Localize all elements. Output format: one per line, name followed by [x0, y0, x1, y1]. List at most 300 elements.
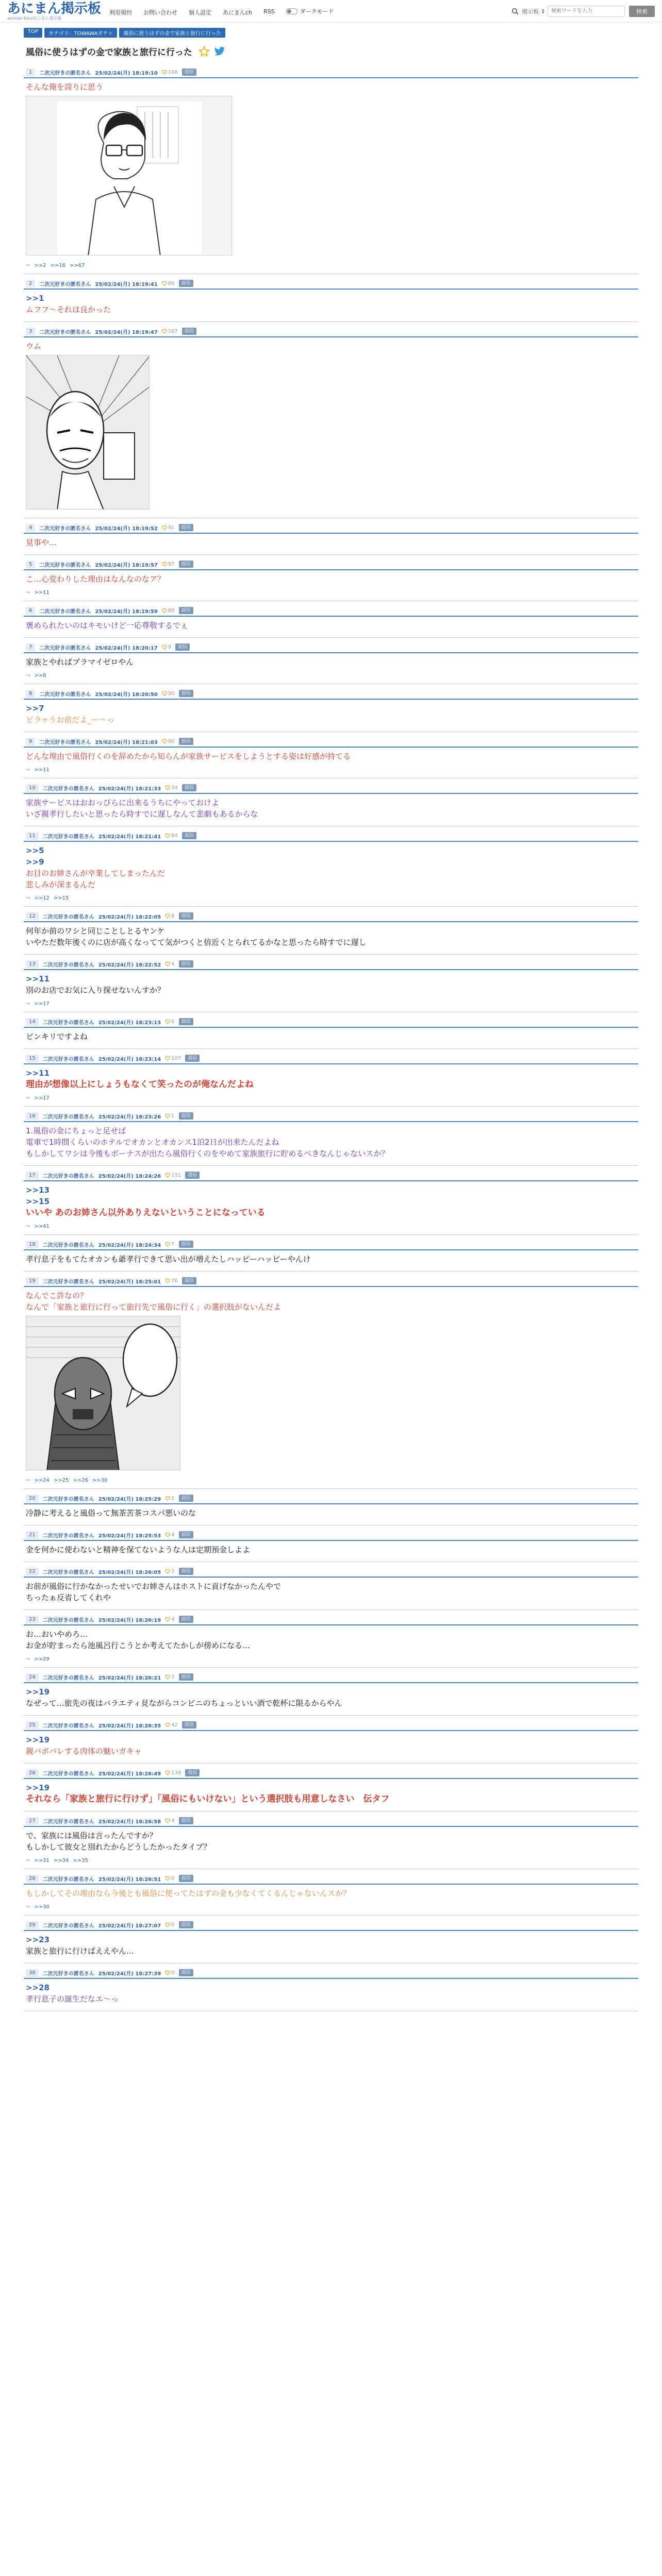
poster-name: 二次元好きの匿名さん — [39, 329, 91, 335]
post-number[interactable]: 24 — [26, 1673, 39, 1681]
like-count: 1 — [171, 1113, 175, 1119]
reply-link[interactable]: >>29 — [34, 1656, 49, 1662]
post-number[interactable]: 21 — [26, 1531, 39, 1539]
post-date: 25/02/24(月) 18:26:19 — [98, 1617, 161, 1623]
post-number[interactable]: 29 — [26, 1921, 39, 1929]
poster-name: 二次元好きの匿名さん — [42, 1617, 94, 1623]
reply-button[interactable]: 返信 — [182, 1721, 196, 1728]
reply-button[interactable]: 返信 — [179, 280, 193, 287]
post-text-line: 別のお店でお気に入り探せないんすか？ — [26, 986, 166, 995]
post-number[interactable]: 5 — [26, 561, 35, 568]
post-body — [24, 1248, 638, 1267]
post-divider — [24, 652, 638, 653]
post-text-line: ビラゥうお前だよ_ー〜っ — [26, 715, 114, 724]
post-number[interactable]: 20 — [26, 1495, 39, 1502]
post-meta — [24, 1769, 638, 1777]
post-number[interactable]: 7 — [26, 643, 35, 651]
post-number[interactable]: 2 — [26, 280, 35, 287]
search-input[interactable] — [548, 6, 625, 17]
reply-links — [24, 1221, 638, 1234]
nav-terms[interactable]: 利用規約 — [109, 9, 133, 16]
post-25 — [24, 1716, 638, 1764]
post-image-nande[interactable] — [26, 1316, 180, 1470]
heart-icon — [165, 1569, 170, 1574]
breadcrumb-category[interactable]: カテゴリ：TOWAWAガチャ — [44, 28, 117, 38]
poster-name: 二次元好きの匿名さん — [42, 962, 94, 968]
reply-link[interactable]: >>31 — [34, 1858, 49, 1863]
post-meta — [24, 784, 638, 792]
post-divider — [24, 1180, 638, 1181]
reply-button[interactable]: 返信 — [175, 643, 190, 651]
reply-arrow-icon: ↪ — [26, 590, 30, 596]
reply-button[interactable]: 返信 — [179, 1495, 193, 1502]
reply-link[interactable]: >>15 — [53, 895, 69, 901]
post-body — [24, 1681, 638, 1711]
reply-button[interactable]: 返信 — [179, 1531, 193, 1538]
poster-name: 二次元好きの匿名さん — [39, 526, 91, 532]
like-button[interactable] — [162, 645, 171, 650]
post-spacer — [24, 633, 638, 637]
post-date: 25/02/24(月) 18:23:13 — [98, 1020, 161, 1026]
like-button[interactable] — [165, 1019, 174, 1025]
post-number[interactable]: 9 — [26, 738, 35, 745]
reply-button[interactable]: 返信 — [179, 524, 193, 531]
like-button[interactable] — [165, 1970, 174, 1976]
post-divider — [24, 1978, 638, 1979]
post-meta — [24, 1494, 638, 1502]
heart-icon — [165, 1617, 170, 1622]
twitter-icon[interactable] — [214, 46, 225, 57]
like-count: 91 — [168, 524, 175, 531]
post-date: 25/02/24(月) 18:19:41 — [95, 281, 158, 287]
post-number[interactable]: 25 — [26, 1721, 39, 1729]
like-button[interactable] — [162, 329, 178, 334]
poster-name: 二次元好きの匿名さん — [42, 1533, 94, 1539]
reply-link[interactable]: >>11 — [34, 767, 49, 773]
post-12 — [24, 907, 638, 955]
post-divider — [24, 1884, 638, 1885]
reply-button[interactable]: 返信 — [182, 784, 196, 791]
reply-link[interactable]: >>2 — [34, 263, 46, 268]
like-count: 151 — [171, 1172, 181, 1178]
post-text-line: 悲しみが深まるんだ — [26, 880, 96, 889]
post-divider — [24, 1503, 638, 1504]
like-button[interactable] — [165, 1113, 174, 1119]
post-body — [24, 698, 638, 727]
like-button[interactable] — [165, 1173, 181, 1178]
reply-arrow-icon: ↪ — [26, 1656, 30, 1662]
reply-button[interactable]: 返信 — [185, 1172, 200, 1179]
post-number[interactable]: 15 — [26, 1055, 39, 1062]
like-button[interactable] — [165, 833, 178, 839]
poster-name: 二次元好きの匿名さん — [42, 1771, 94, 1777]
like-button[interactable] — [165, 961, 174, 967]
post-divider — [24, 1730, 638, 1731]
like-count: 4 — [171, 1532, 175, 1538]
reply-link[interactable]: >>12 — [34, 895, 49, 901]
heart-icon — [165, 1970, 170, 1975]
reply-arrow-icon: ↪ — [26, 673, 30, 679]
logo-main-text: あにまん掲示板 — [7, 1, 102, 16]
post-spacer — [24, 2007, 638, 2011]
post-spacer — [24, 950, 638, 954]
like-button[interactable] — [165, 1617, 174, 1622]
like-button[interactable] — [165, 1722, 178, 1728]
post-divider — [24, 921, 638, 922]
reply-button[interactable]: 返信 — [179, 1112, 193, 1120]
reply-button[interactable]: 返信 — [179, 738, 193, 745]
reply-button[interactable]: 返信 — [179, 1921, 193, 1928]
post-body — [24, 1179, 638, 1221]
anchor-link[interactable]: >>23 — [26, 1935, 50, 1944]
reply-link[interactable]: >>24 — [34, 1478, 49, 1483]
reply-links — [24, 1855, 638, 1869]
post-number[interactable]: 14 — [26, 1018, 39, 1026]
post-text-line: で、家族には風俗は言ったんですか？ — [26, 1831, 157, 1840]
post-body — [24, 840, 638, 892]
heart-icon — [162, 608, 167, 613]
post-13 — [24, 955, 638, 1012]
post-body — [24, 287, 638, 317]
post-body — [24, 651, 638, 670]
like-button[interactable] — [165, 1056, 181, 1061]
like-count: 139 — [171, 1770, 181, 1776]
manga-illustration — [26, 355, 150, 510]
post-number[interactable]: 22 — [26, 1568, 39, 1575]
like-count: 8 — [171, 913, 175, 919]
like-button[interactable] — [165, 1674, 174, 1680]
thread — [24, 38, 638, 2011]
heart-icon — [162, 329, 167, 334]
post-meta — [24, 560, 638, 568]
post-date: 25/02/24(月) 18:20:50 — [95, 691, 158, 698]
post-spacer — [24, 1759, 638, 1763]
reply-arrow-icon: ↪ — [26, 263, 30, 268]
post-date: 25/02/24(月) 18:23:26 — [98, 1114, 161, 1120]
reply-button[interactable]: 返信 — [179, 607, 193, 614]
post-divider — [24, 747, 638, 748]
post-number[interactable]: 6 — [26, 607, 35, 615]
anchor-link[interactable]: >>9 — [26, 857, 44, 867]
post-body — [24, 1729, 638, 1759]
like-count: 108 — [168, 69, 178, 75]
post-date: 25/02/24(月) 18:26:35 — [98, 1723, 161, 1729]
heart-icon — [165, 1922, 170, 1927]
post-number[interactable]: 11 — [26, 832, 39, 840]
reply-link[interactable]: >>17 — [34, 1095, 49, 1101]
post-number[interactable]: 17 — [26, 1172, 39, 1179]
post-date: 25/02/24(月) 18:26:49 — [98, 1771, 161, 1777]
poster-name: 二次元好きの匿名さん — [42, 1279, 94, 1285]
anchor-link[interactable]: >>11 — [26, 1069, 50, 1078]
like-button[interactable] — [165, 785, 178, 791]
post-spacer — [24, 550, 638, 554]
like-button[interactable] — [165, 1922, 174, 1928]
post-date: 25/02/24(月) 18:22:52 — [98, 962, 161, 968]
search-button[interactable]: 検索 — [629, 6, 655, 17]
like-count: 0 — [171, 1875, 175, 1882]
post-date: 25/02/24(月) 18:19:52 — [95, 526, 158, 532]
reply-button[interactable]: 返信 — [179, 561, 193, 568]
post-meta — [24, 1054, 638, 1062]
reply-button[interactable]: 返信 — [179, 1018, 193, 1025]
anchor-link[interactable]: >>11 — [26, 974, 50, 984]
reply-link[interactable]: >>16 — [50, 263, 65, 268]
anchor-link[interactable]: >>15 — [26, 1197, 50, 1206]
post-date: 25/02/24(月) 18:21:33 — [98, 786, 161, 792]
reply-link[interactable]: >>25 — [53, 1478, 69, 1483]
reply-button[interactable]: 返信 — [179, 1969, 193, 1976]
reply-link[interactable]: >>8 — [34, 673, 46, 679]
reply-links — [24, 892, 638, 906]
post-text-line: 理由が想像以上にしょうもなくて笑ったのが俺なんだよね — [26, 1079, 254, 1090]
post-body — [24, 1026, 638, 1044]
post-meta — [24, 1277, 638, 1285]
post-number[interactable]: 30 — [26, 1969, 39, 1977]
dark-mode-label: ダークモード — [300, 8, 334, 15]
post-date: 25/02/24(月) 18:25:53 — [98, 1533, 161, 1539]
reply-button[interactable]: 返信 — [185, 1055, 200, 1062]
like-button[interactable] — [165, 913, 174, 919]
like-count: 88 — [168, 607, 175, 614]
post-6 — [24, 601, 638, 638]
post-body — [24, 1502, 638, 1521]
reply-button[interactable]: 返信 — [179, 1616, 193, 1623]
reply-link[interactable]: >>17 — [34, 1001, 49, 1007]
like-button[interactable] — [165, 1242, 174, 1247]
like-button[interactable] — [165, 1876, 174, 1882]
post-date: 25/02/24(月) 18:21:03 — [95, 739, 158, 745]
post-11 — [24, 826, 638, 907]
post-text-line: それなら「家族と旅行に行けず」「風俗にもいけない」という選択肢も用意しなさい 伝タフ — [26, 1794, 390, 1804]
reply-link[interactable]: >>41 — [34, 1224, 49, 1229]
anchor-link[interactable]: >>7 — [26, 704, 44, 713]
search-icon — [511, 8, 519, 15]
poster-name: 二次元好きの匿名さん — [39, 70, 91, 76]
like-button[interactable] — [162, 608, 175, 614]
breadcrumb-top[interactable]: TOP — [24, 28, 42, 38]
post-divider — [24, 289, 638, 290]
post-text-line: 家族サービスはおおっぴらに出来るうちにやっておけよ — [26, 798, 220, 807]
like-button[interactable] — [165, 1532, 174, 1538]
post-body — [24, 745, 638, 764]
heart-icon — [162, 691, 167, 696]
post-24 — [24, 1668, 638, 1716]
like-button[interactable] — [162, 562, 175, 567]
post-text-line: なんで「家族と旅行に行って旅行先で風俗に行く」の選択肢がないんだよ — [26, 1302, 282, 1312]
search-area — [511, 6, 655, 17]
post-date: 25/02/24(月) 18:19:57 — [95, 562, 158, 568]
anchor-link[interactable]: >>13 — [26, 1185, 50, 1195]
post-21 — [24, 1526, 638, 1562]
poster-name: 二次元好きの匿名さん — [42, 834, 94, 840]
heart-icon — [165, 913, 170, 919]
search-scope-select[interactable]: 掲示板 ⇕ — [522, 8, 545, 15]
like-button[interactable] — [165, 1770, 181, 1776]
post-2 — [24, 274, 638, 322]
like-button[interactable] — [165, 1496, 174, 1501]
reply-links — [24, 1901, 638, 1915]
anchor-link[interactable]: >>19 — [26, 1735, 50, 1744]
reply-button[interactable]: 返信 — [179, 960, 193, 968]
post-spacer — [24, 1605, 638, 1609]
post-meta — [24, 1921, 638, 1929]
post-number[interactable]: 13 — [26, 960, 39, 968]
post-text-line: ピンキリですよね — [26, 1032, 88, 1041]
post-date: 25/02/24(月) 18:22:05 — [98, 914, 161, 920]
reply-link[interactable]: >>30 — [92, 1478, 108, 1483]
heart-icon — [162, 281, 167, 286]
post-body — [24, 968, 638, 998]
thread-header — [24, 38, 638, 63]
reply-button[interactable]: 返信 — [182, 328, 196, 335]
like-button[interactable] — [162, 525, 175, 531]
post-text-line: いざ親孝行したいと思ったら時すでに遅しなんて悲劇もあるからな — [26, 809, 258, 819]
post-divider — [24, 969, 638, 970]
post-number[interactable]: 19 — [26, 1277, 39, 1285]
heart-icon — [165, 1496, 170, 1501]
post-number[interactable]: 28 — [26, 1875, 39, 1883]
heart-icon — [165, 1770, 170, 1775]
post-meta — [24, 1240, 638, 1248]
post-number[interactable]: 10 — [26, 784, 39, 792]
reply-button[interactable]: 返信 — [179, 1241, 193, 1248]
reply-arrow-icon: ↪ — [26, 895, 30, 901]
poster-name: 二次元好きの匿名さん — [39, 739, 91, 745]
like-button[interactable] — [165, 1818, 174, 1824]
breadcrumb-thread[interactable]: 風俗に使うはずの金で家族と旅行に行った — [119, 28, 225, 38]
reply-button[interactable]: 返信 — [179, 912, 193, 920]
reply-button[interactable]: 返信 — [179, 690, 193, 697]
post-text-line: なぜって…旅先の夜はバラエティ見ながらコンビニのちょっといい酒で乾杯に限るからやん — [26, 1699, 342, 1708]
post-list — [24, 63, 638, 2011]
like-count: 6 — [171, 1019, 175, 1025]
post-number[interactable]: 18 — [26, 1241, 39, 1248]
reply-arrow-icon: ↪ — [26, 1904, 30, 1910]
like-button[interactable] — [162, 739, 175, 744]
reply-link[interactable]: >>11 — [34, 590, 49, 596]
post-text-line: お金が貯まったら池風呂行こうとか考えてたかしが傍めになる… — [26, 1641, 251, 1650]
like-button[interactable] — [165, 1278, 178, 1284]
reply-button[interactable]: 返信 — [179, 1875, 193, 1882]
reply-button[interactable]: 返信 — [179, 1673, 193, 1681]
post-number[interactable]: 27 — [26, 1817, 39, 1825]
reply-link[interactable]: >>30 — [34, 1904, 49, 1910]
post-body — [24, 1977, 638, 2007]
star-icon[interactable] — [198, 46, 210, 57]
reply-button[interactable]: 返信 — [182, 1277, 196, 1284]
post-number[interactable]: 3 — [26, 328, 35, 335]
post-date: 25/02/24(月) 18:26:51 — [98, 1876, 161, 1883]
like-count: 4 — [171, 961, 175, 967]
post-image-umu[interactable] — [26, 355, 150, 510]
site-logo[interactable] — [7, 2, 101, 21]
manga-illustration — [26, 96, 232, 256]
post-divider — [24, 1682, 638, 1683]
anchor-link[interactable]: >>19 — [26, 1687, 50, 1697]
post-date: 25/02/24(月) 18:26:05 — [98, 1569, 161, 1575]
post-20 — [24, 1489, 638, 1526]
reply-link[interactable]: >>34 — [53, 1858, 69, 1863]
reply-link[interactable]: >>35 — [73, 1858, 88, 1863]
anchor-link[interactable]: >>19 — [26, 1783, 50, 1792]
like-count: 0 — [171, 1970, 175, 1976]
post-18 — [24, 1235, 638, 1272]
like-button[interactable] — [165, 1569, 174, 1574]
post-number[interactable]: 1 — [26, 69, 35, 76]
reply-button[interactable]: 返信 — [185, 1769, 200, 1776]
post-divider — [24, 569, 638, 570]
like-button[interactable] — [162, 70, 178, 75]
post-date: 25/02/24(月) 18:19:10 — [95, 70, 158, 76]
anchor-link[interactable]: >>1 — [26, 294, 44, 303]
reply-button[interactable]: 返信 — [182, 69, 196, 76]
post-text-line: ウム — [26, 342, 41, 351]
reply-button[interactable]: 返信 — [179, 1817, 193, 1824]
reply-link[interactable]: >>67 — [70, 263, 85, 268]
nav-contact[interactable]: お問い合わせ — [143, 9, 178, 16]
post-number[interactable]: 23 — [26, 1616, 39, 1623]
post-divider — [24, 793, 638, 794]
post-number[interactable]: 4 — [26, 524, 35, 532]
post-divider — [24, 1121, 638, 1122]
toggle-switch[interactable] — [286, 8, 297, 14]
post-number[interactable]: 16 — [26, 1112, 39, 1120]
like-count: 42 — [171, 1722, 178, 1728]
post-divider — [24, 1577, 638, 1578]
reply-links — [24, 998, 638, 1012]
post-body — [24, 568, 638, 587]
like-button[interactable] — [162, 281, 175, 286]
post-spacer — [24, 1044, 638, 1048]
reply-link[interactable]: >>26 — [73, 1478, 88, 1483]
post-body — [24, 532, 638, 550]
poster-name: 二次元好きの匿名さん — [39, 562, 91, 568]
post-text-line: こ…心変わりした理由はなんなのなア？ — [26, 574, 166, 584]
post-meta — [24, 832, 638, 840]
post-meta — [24, 1171, 638, 1179]
poster-name: 二次元好きの匿名さん — [42, 1569, 94, 1575]
post-meta — [24, 1567, 638, 1575]
reply-links — [24, 670, 638, 684]
poster-name: 二次元好きの匿名さん — [42, 1923, 94, 1929]
reply-button[interactable]: 返信 — [179, 1568, 193, 1575]
reply-links — [24, 1475, 638, 1488]
post-date: 25/02/24(月) 18:25:01 — [98, 1279, 161, 1285]
anchor-link[interactable]: >>5 — [26, 846, 44, 855]
post-14 — [24, 1012, 638, 1049]
like-count: 86 — [168, 280, 175, 286]
heart-icon — [162, 525, 167, 530]
anchor-link[interactable]: >>28 — [26, 1983, 50, 1992]
reply-arrow-icon: ↪ — [26, 1095, 30, 1101]
post-divider — [24, 1540, 638, 1541]
post-image-glasses-man[interactable] — [26, 96, 232, 256]
reply-button[interactable]: 返信 — [182, 832, 196, 839]
post-number[interactable]: 8 — [26, 690, 35, 698]
post-10 — [24, 778, 638, 826]
dark-mode-toggle[interactable] — [286, 7, 334, 15]
post-number[interactable]: 26 — [26, 1769, 39, 1777]
post-body — [24, 1575, 638, 1605]
nav-animanch[interactable]: あにまんch — [223, 9, 253, 16]
like-button[interactable] — [162, 691, 175, 697]
nav-settings[interactable]: 個人設定 — [189, 9, 212, 16]
post-number[interactable]: 12 — [26, 912, 39, 920]
post-divider — [24, 841, 638, 842]
post-26 — [24, 1764, 638, 1811]
nav-rss[interactable]: RSS — [263, 8, 275, 15]
